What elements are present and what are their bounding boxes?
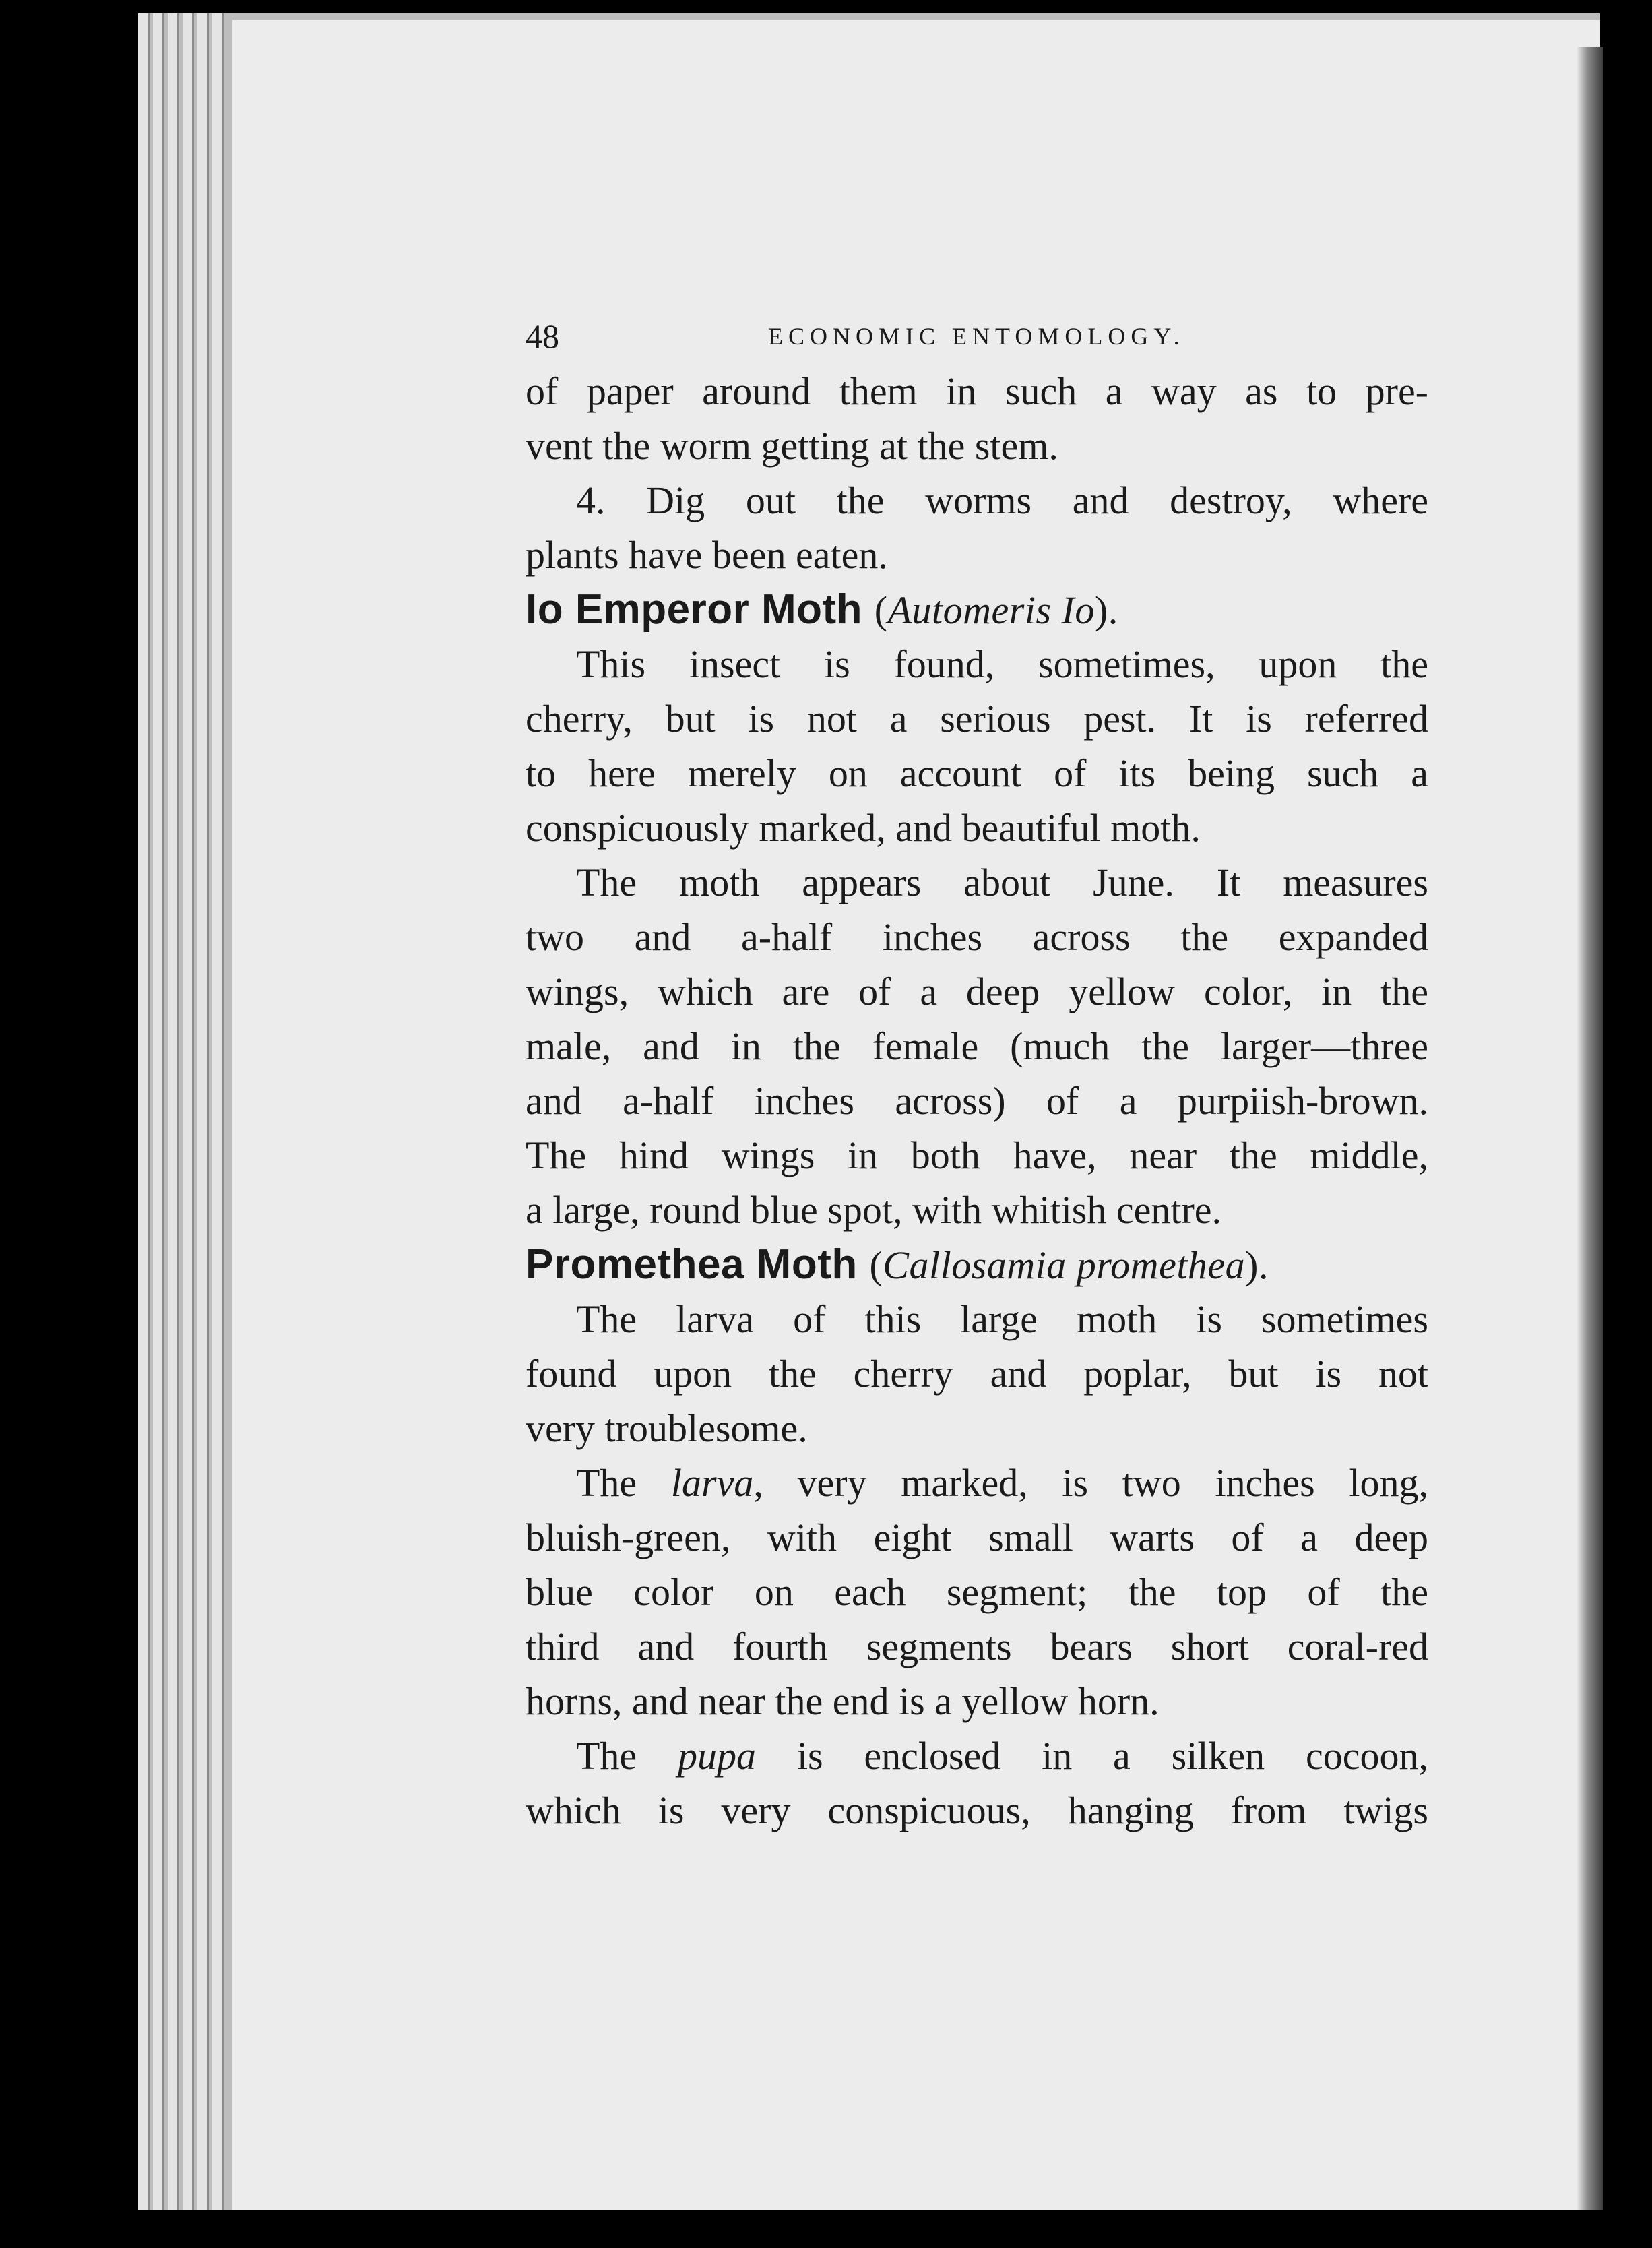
emphasis-pupa: pupa (678, 1734, 757, 1778)
page-edge (168, 13, 179, 2210)
page-gutter-shadow (1577, 47, 1603, 2210)
page-edge (138, 13, 150, 2210)
section-heading-promethea-moth: Promethea Moth (Callosamia promethea). (526, 1241, 1269, 1288)
text-line: horns, and near the end is a yellow horn. (526, 1679, 1159, 1723)
text-line: The larva, very marked, is two inches long, (576, 1461, 1429, 1505)
text-line: and a-half inches across) of a purpiish-brown. (526, 1079, 1428, 1123)
text-line: bluish-green, with eight small warts of a deep (526, 1516, 1428, 1559)
page-edge (183, 13, 194, 2210)
text-line: very troublesome. (526, 1406, 808, 1450)
text-line: The moth appears about June. It measures (576, 861, 1428, 904)
text-line: found upon the cherry and poplar, but is not (526, 1352, 1428, 1396)
text-line: cherry, but is not a serious pest. It is referred (526, 697, 1428, 741)
page-edge (197, 13, 209, 2210)
text-line: third and fourth segments bears short coral-red (526, 1625, 1428, 1668)
text-line: to here merely on account of its being such a (526, 751, 1428, 795)
page-edge (212, 13, 224, 2210)
section-heading-io-emperor-moth: Io Emperor Moth (Automeris Io). (526, 586, 1118, 633)
text-line: a large, round blue spot, with whitish centre. (526, 1188, 1222, 1232)
page-edge (153, 13, 164, 2210)
scientific-name: Callosamia promethea (883, 1243, 1246, 1287)
text-line: wings, which are of a deep yellow color, in the (526, 970, 1428, 1013)
scientific-name: Automeris Io (887, 588, 1095, 632)
text-line: conspicuously marked, and beautiful moth. (526, 806, 1201, 850)
emphasis-larva: larva (670, 1461, 754, 1505)
text-line: which is very conspicuous, hanging from twigs (526, 1788, 1428, 1832)
text-line: The larva of this large moth is sometimes (576, 1297, 1428, 1341)
text-line: of paper around them in such a way as to pre- (526, 369, 1428, 413)
page-number: 48 (526, 317, 559, 355)
text-line: The hind wings in both have, near the middle, (526, 1133, 1428, 1177)
running-head (526, 317, 1428, 364)
page-content (526, 317, 1428, 1838)
text-line: blue color on each segment; the top of the (526, 1570, 1428, 1614)
text-line: This insect is found, sometimes, upon the (576, 642, 1428, 686)
running-title: ECONOMIC ENTOMOLOGY. (768, 323, 1185, 350)
text-line: two and a-half inches across the expanded (526, 915, 1428, 959)
text-line: plants have been eaten. (526, 533, 888, 577)
text-line: The pupa is enclosed in a silken cocoon, (576, 1734, 1428, 1778)
text-line: 4. Dig out the worms and destroy, where (576, 478, 1428, 522)
text-line: male, and in the female (much the larger—three (526, 1024, 1428, 1068)
text-line: vent the worm getting at the stem. (526, 424, 1058, 468)
